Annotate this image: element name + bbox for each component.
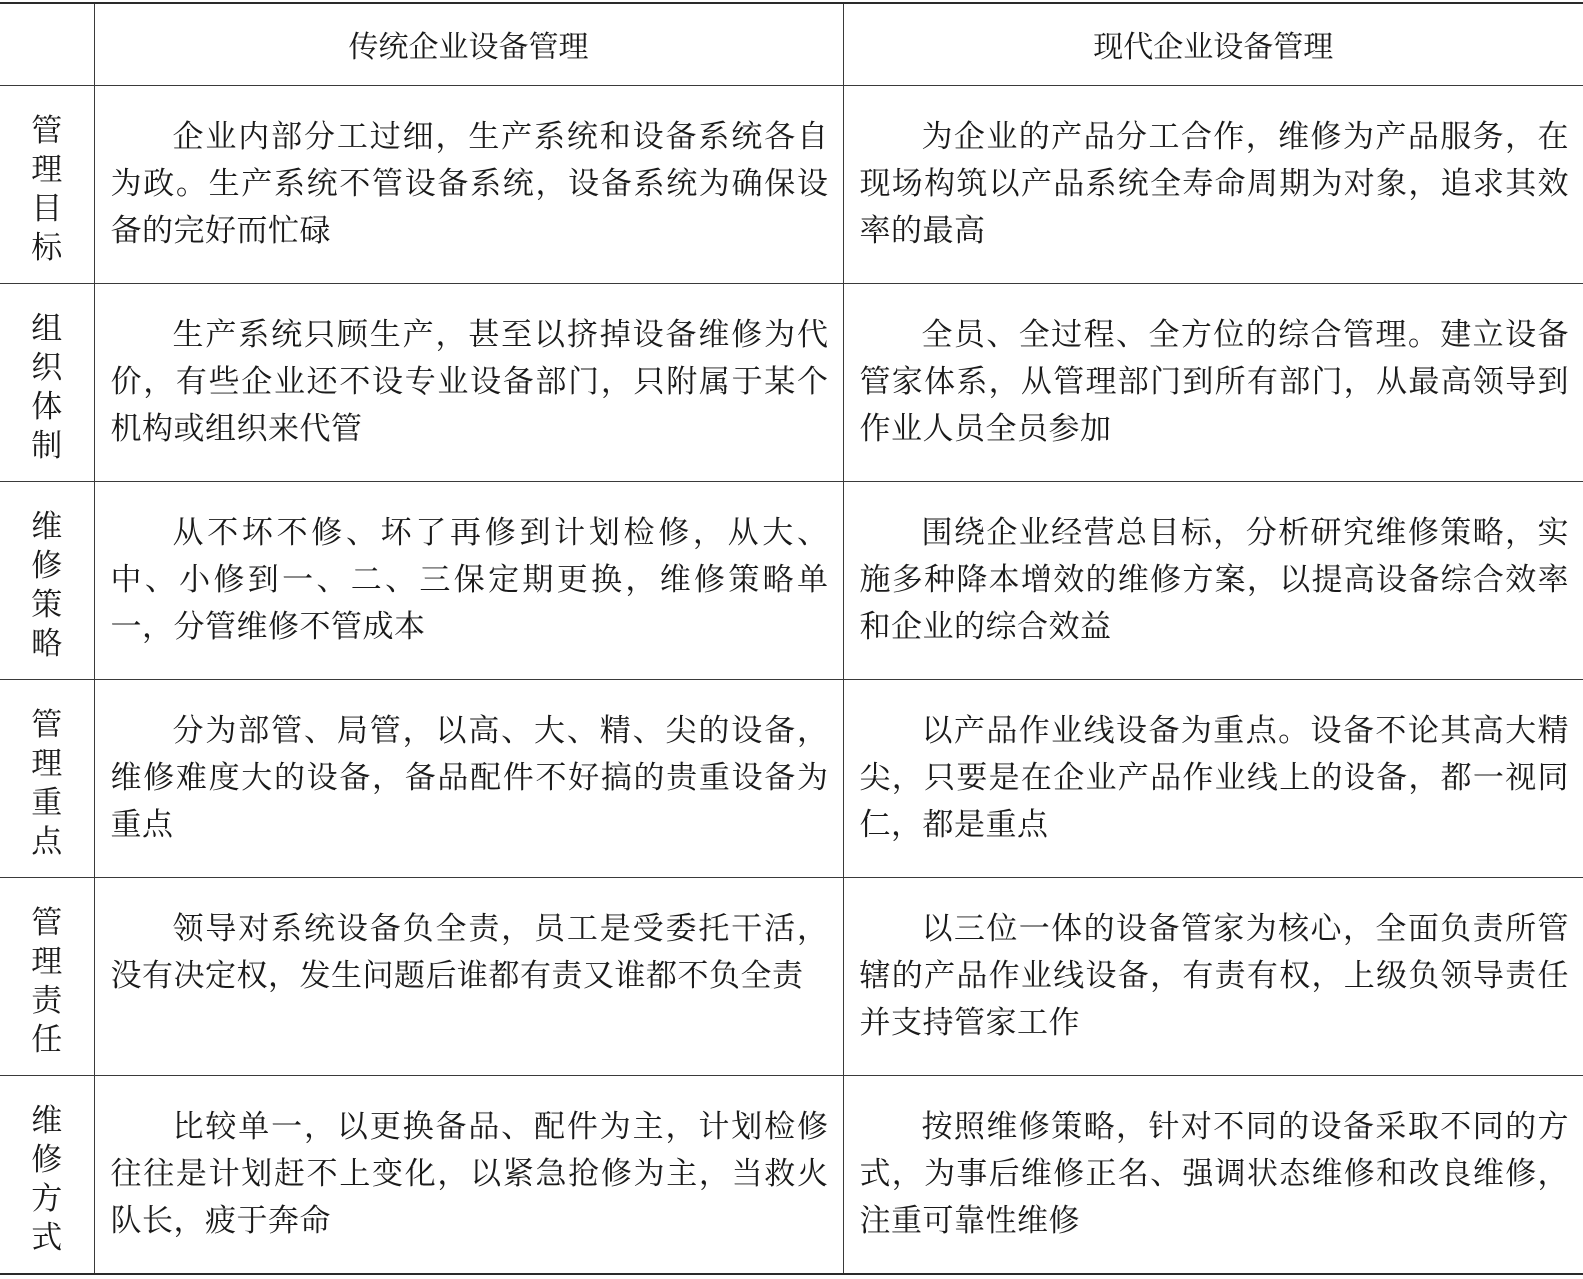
header-cell-modern: 现代企业设备管理 (843, 3, 1583, 85)
traditional-cell (94, 1076, 843, 1274)
row-label: 管理目标 (31, 112, 63, 266)
traditional-cell (94, 481, 843, 679)
modern-cell (843, 283, 1583, 481)
modern-text: 全员、全过程、全方位的综合管理。建立设备管家体系，从管理部门到所有部门，从最高领导到作业人员全员参加 (859, 316, 1569, 447)
row-label: 组织体制 (31, 310, 63, 464)
modern-cell (843, 481, 1583, 679)
table-row (0, 283, 1583, 481)
traditional-text: 企业内部分工过细，生产系统和设备系统各自为政。生产系统不管设备系统，设备系统为确保设备的完好而忙碌 (110, 118, 829, 249)
traditional-text: 比较单一，以更换备品、配件为主，计划检修往往是计划赶不上变化，以紧急抢修为主，当救火队长，疲于奔命 (110, 1109, 829, 1240)
row-label-cell (0, 283, 94, 481)
table-row (0, 85, 1583, 283)
traditional-cell (94, 283, 843, 481)
traditional-text: 生产系统只顾生产，甚至以挤掉设备维修为代价，有些企业还不设专业设备部门，只附属于某个机构或组织来代管 (110, 316, 829, 447)
row-label: 管理重点 (31, 706, 63, 860)
row-label-cell (0, 679, 94, 877)
comparison-table (0, 2, 1583, 1275)
row-label: 管理责任 (31, 905, 63, 1059)
row-label-cell (0, 1076, 94, 1274)
traditional-cell (94, 679, 843, 877)
row-label: 维修策略 (31, 508, 63, 662)
row-label: 维修方式 (31, 1103, 63, 1257)
modern-cell (843, 85, 1583, 283)
row-label-cell (0, 481, 94, 679)
row-label-cell (0, 85, 94, 283)
header-cell-traditional: 传统企业设备管理 (94, 3, 843, 85)
row-label-cell (0, 878, 94, 1076)
modern-text: 以产品作业线设备为重点。设备不论其高大精尖，只要是在企业产品作业线上的设备，都一视同仁，都是重点 (859, 712, 1569, 843)
traditional-cell (94, 878, 843, 1076)
modern-cell (843, 878, 1583, 1076)
table-header-row (0, 3, 1583, 85)
traditional-text: 领导对系统设备负全责，员工是受委托干活，没有决定权，发生问题后谁都有责又谁都不负全责 (110, 911, 829, 995)
table-row (0, 679, 1583, 877)
traditional-text: 从不坏不修、坏了再修到计划检修，从大、中、小修到一、二、三保定期更换，维修策略单一，分管维修不管成本 (110, 514, 829, 645)
table-row (0, 1076, 1583, 1274)
modern-text: 为企业的产品分工合作，维修为产品服务，在现场构筑以产品系统全寿命周期为对象，追求其效率的最高 (859, 118, 1569, 249)
modern-text: 围绕企业经营总目标，分析研究维修策略，实施多种降本增效的维修方案，以提高设备综合效率和企业的综合效益 (859, 514, 1569, 645)
table-row (0, 878, 1583, 1076)
traditional-text: 分为部管、局管，以高、大、精、尖的设备，维修难度大的设备，备品配件不好搞的贵重设备为重点 (110, 712, 829, 843)
modern-text: 按照维修策略，针对不同的设备采取不同的方式，为事后维修正名、强调状态维修和改良维修，注重可靠性维修 (859, 1109, 1569, 1240)
modern-cell (843, 679, 1583, 877)
header-cell-blank (0, 3, 94, 85)
table-row (0, 481, 1583, 679)
modern-cell (843, 1076, 1583, 1274)
traditional-cell (94, 85, 843, 283)
modern-text: 以三位一体的设备管家为核心，全面负责所管辖的产品作业线设备，有责有权，上级负领导责任并支持管家工作 (859, 911, 1569, 1042)
